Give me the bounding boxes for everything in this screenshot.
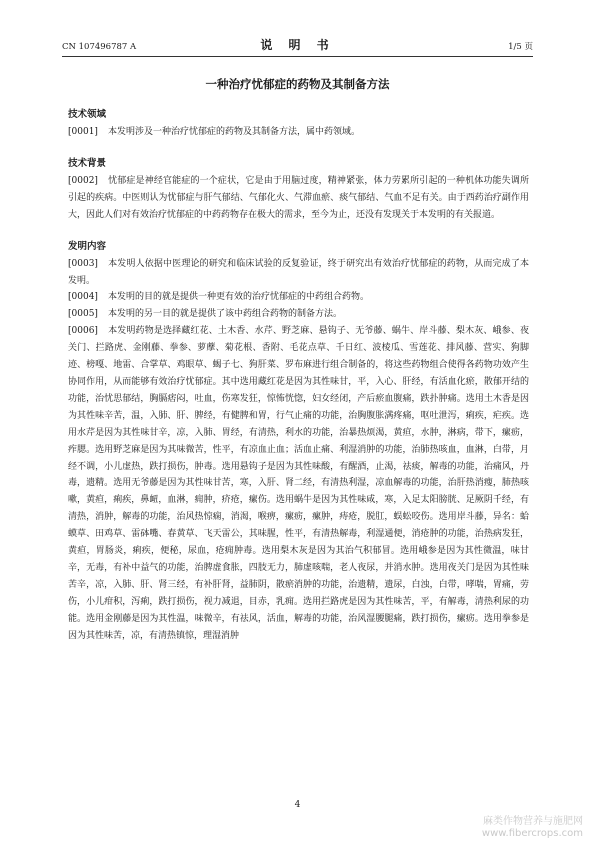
paragraph-number: [0001] (68, 127, 98, 137)
watermark (482, 816, 583, 840)
watermark-line-2: www.fibercrops.com (481, 828, 583, 839)
paragraph-number: [0002] (68, 175, 98, 186)
paragraph-0002 (68, 173, 529, 224)
document-body (68, 106, 529, 644)
paragraph-0005 (68, 306, 529, 323)
paragraph-text: 本发明的目的就是提供一种更有效的治疗忧郁症的中药组合药物。 (107, 292, 369, 303)
section-title: 说 明 书 (260, 38, 335, 52)
paragraph-number: [0004] (68, 292, 98, 303)
section-heading-technical-field: 技术领域 (68, 109, 107, 120)
paragraph-0001 (68, 124, 529, 141)
page-header (62, 34, 533, 57)
paragraph-0004 (68, 289, 529, 306)
paragraph-text: 本发明的另一目的就是提供了该中药组合药物的制备方法。 (107, 309, 342, 320)
watermark-line-1: 麻类作物营养与施肥网 (483, 816, 583, 827)
paragraph-0003 (68, 256, 529, 290)
paragraph-0006 (68, 323, 529, 644)
paragraph-text: 本发明药物是选择藏红花、土木香、水芹、野芝麻、悬钩子、无爷藤、蜗牛、岸斗藤、梨木灰、峨参、夜关门、拦路虎、金刚藤、拳参、萝藦、菊花根、香附、毛花点草、千日红、波棱瓜、雪莲花、排风藤、营实、狗脚迹、榜嘎、地雷、合掌草、鸡眼草、蝎子七、狗肝菜、罗布麻进行组合制备的，将这些药物组合使得各药物功效产生协同作用，从而能够有效治疗忧郁症。其中选用藏红花是因为其性味甘，平，入心、肝经，有活血化瘀，散郁开结的功能，治忧思郁结，胸膈痞闷，吐血，伤寒发狂，惊怖恍惚，妇女经闭，产后瘀血腹痛，跌扑肿痛。选用土木香是因为其性味辛苦，温，入肺、肝、脾经，有健脾和胃，行气止痛的功能，治胸腹胀满疼痛，呕吐泄泻，痢疾，疟疾。选用水芹是因为其性味甘辛，凉，入肺、胃经，有清热，利水的功能，治暴热烦渴，黄疸，水肿，淋病，带下，瘰疬，痄腮。选用野芝麻是因为其味微苦，性平，有凉血止血；活血止痛、利湿消肿的功能，治肺热咳血，血淋，白带，月经不调，小儿虚热，跌打损伤，肿毒。选用悬钩子是因为其性味酸，有醒酒，止渴，祛痰，解毒的功能，治痛风，丹毒，遗精。选用无爷藤是因为其性味甘苦，寒，入肝、肾二经，有清热利湿，凉血解毒的功能，治肝热消瘦，肺热咳嗽，黄疸，痢疾，鼻衄，血淋，痈肿，疥疮，瘰伤。选用蜗牛是因为其性味咸，寒，入足太阳膀胱、足厥阴千经，有清热，消肿，解毒的功能，治风热惊痫，消渴，喉痹，瘰疬，瘰肿，痔疮，脱肛，蜈蚣咬伤。选用岸斗藤，异名：蛤蟆草、田鸡草、雷砵嘴、春黄草、飞天雷公，其味腥，性平，有清热解毒，利湿通便，消疮肿的功能，治热病发狂，黄疸，胃肠炎，痢疾，便秘，尿血，疮痈肿毒。选用梨木灰是因为其治气积郁冒。选用峨参是因为其性微温，味甘辛，无毒，有补中益气的功能，治脾虚食胀，四肢无力，肺虚咳喘，老人夜尿，并消水肿。选用夜关门是因为其性味苦辛，凉，入肺、肝、肾三经，有补肝肾，益肺阴，散瘀消肿的功能，治遗精，遗尿，白浊，白带，哮喘，胃痛，劳伤，小儿疳积，泻痢，跌打损伤，视力减退，目赤，乳痈。选用拦路虎是因为其性味苦，平，有解毒，清热利尿的功能。选用金刚藤是因为其性温，味微辛，有祛风，活血，解毒的功能，治风湿腰腿痛，跌打损伤，瘰疬。选用拳参是因为其性味苦，凉，有清热镇惊，理湿消肿 (68, 326, 529, 641)
patent-number: CN 107496787 A (62, 42, 137, 52)
section-heading-invention-content: 发明内容 (68, 240, 107, 252)
paragraph-text: 忧郁症是神经官能症的一个症状，它是由于用脑过度，精神紧张，体力劳累所引起的一种机体功能失调所引起的疾病。中医则认为忧郁症与肝气郁结、气郁化火、气滞血瘀、痰气郁结、气血不足有关。由于西药治疗副作用大，因此人们对有效治疗忧郁症的中药药物存在极大的需求，至今为止，还没有发现关于本发明的有关报道。 (68, 175, 529, 220)
paragraph-number: [0003] (68, 258, 98, 269)
paragraph-text: 本发明涉及一种治疗忧郁症的药物及其制备方法，属中药领域。 (107, 127, 360, 137)
document-title: 一种治疗忧郁症的药物及其制备方法 (205, 77, 390, 91)
page-number: 4 (294, 800, 301, 810)
paragraph-number: [0006] (68, 326, 98, 337)
section-heading-background: 技术背景 (68, 157, 107, 169)
paragraph-text: 本发明人依据中医理论的研究和临床试验的反复验证，终于研究出有效治疗忧郁症的药物，从而完成了本发明。 (68, 258, 529, 286)
paragraph-number: [0005] (68, 309, 98, 320)
page-info: 1/5 页 (508, 42, 533, 52)
